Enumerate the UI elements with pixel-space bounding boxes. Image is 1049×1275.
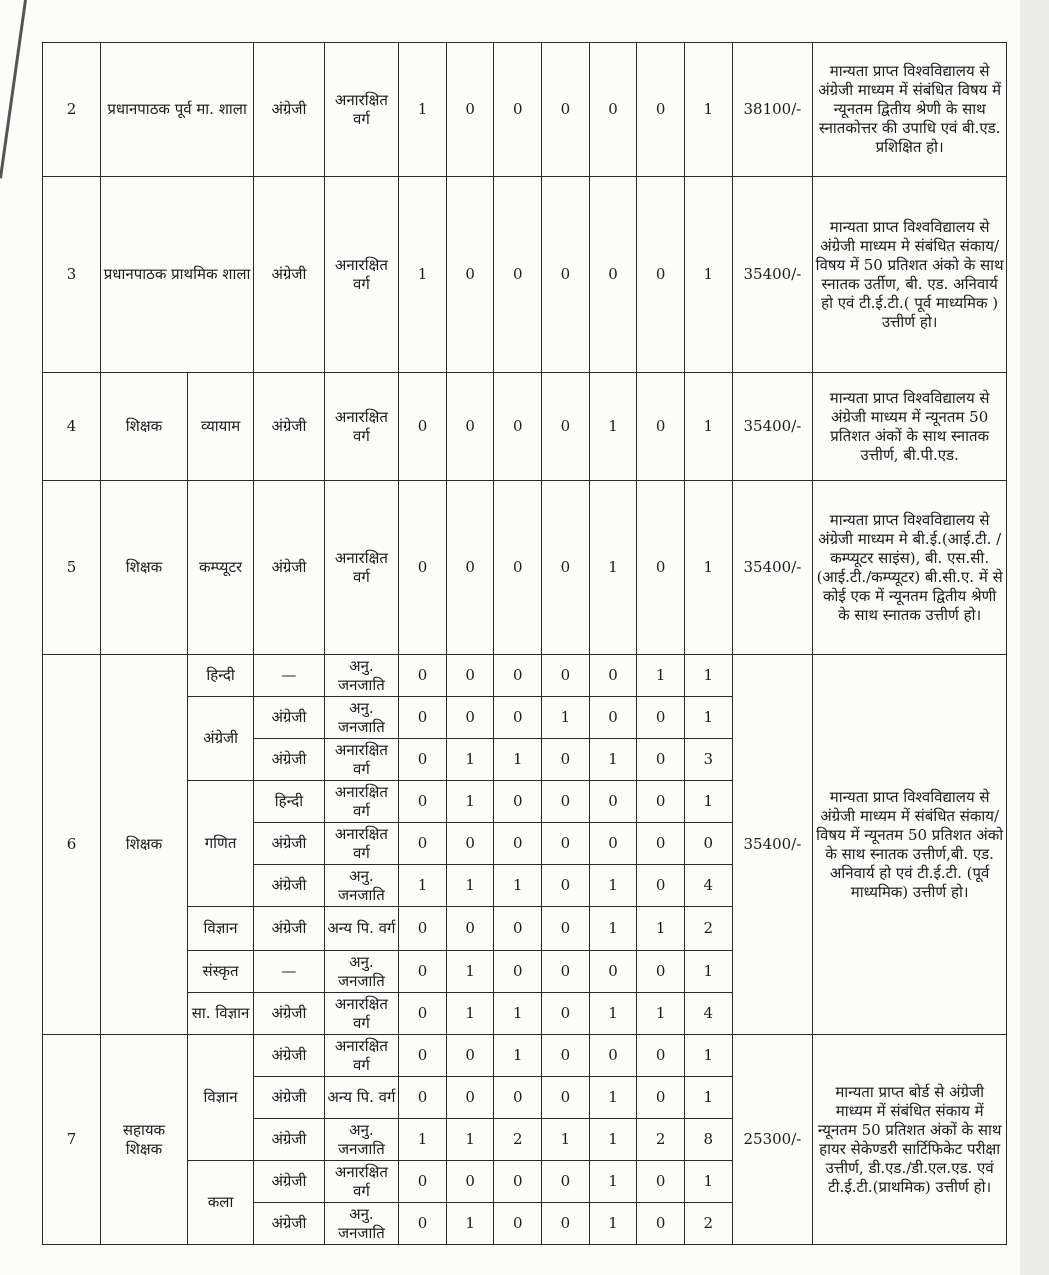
count-cell: 1 xyxy=(589,993,637,1035)
qualification: मान्यता प्राप्त विश्वविद्यालय से अंग्रेजी माध्यम में संबंधित संकाय/विषय में न्यूनतम 50 प्रतिशत अंको के साथ स्नातक उत्तीर्ण,बी. एड. अनिवार्य हो एवं टी.ई.टी. (पूर्व माध्यमिक) उत्तीर्ण हो। xyxy=(813,655,1007,1035)
serial-number: 7 xyxy=(43,1035,101,1245)
count-cell: 0 xyxy=(589,177,637,373)
category: अनारक्षित वर्ग xyxy=(324,739,399,781)
table-row xyxy=(43,373,1007,481)
category: अनारक्षित वर्ग xyxy=(324,373,399,481)
medium: अंग्रेजी xyxy=(254,1203,324,1245)
count-cell: 0 xyxy=(494,1203,542,1245)
count-cell: 0 xyxy=(589,823,637,865)
count-cell: 1 xyxy=(446,739,494,781)
subject-name: विज्ञान xyxy=(187,907,253,951)
count-cell: 0 xyxy=(446,43,494,177)
count-cell: 0 xyxy=(542,781,590,823)
count-cell: 0 xyxy=(637,177,685,373)
category: अनारक्षित वर्ग xyxy=(324,481,399,655)
count-cell: 1 xyxy=(494,739,542,781)
count-cell: 0 xyxy=(446,177,494,373)
qualification: मान्यता प्राप्त विश्वविद्यालय से अंग्रेजी माध्यम मे संबंधित संकाय/विषय में 50 प्रतिशत अंको के साथ स्नातक उर्तीण, बी. एड. अनिवार्य हो एवं टी.ई.टी.( पूर्व माध्यमिक ) उत्तीर्ण हो। xyxy=(813,177,1007,373)
count-cell: 1 xyxy=(684,1035,732,1077)
subject-name: अंग्रेजी xyxy=(187,697,253,781)
count-cell: 1 xyxy=(684,373,732,481)
medium: हिन्दी xyxy=(254,781,324,823)
count-cell: 0 xyxy=(637,781,685,823)
count-cell: 1 xyxy=(684,951,732,993)
category: अनारक्षित वर्ग xyxy=(324,781,399,823)
serial-number: 3 xyxy=(43,177,101,373)
count-cell: 0 xyxy=(637,951,685,993)
category: अनु. जनजाति xyxy=(324,865,399,907)
count-cell: 1 xyxy=(589,907,637,951)
table-row xyxy=(43,655,1007,697)
count-cell: 0 xyxy=(494,781,542,823)
count-cell: 0 xyxy=(637,823,685,865)
count-cell: 0 xyxy=(446,655,494,697)
medium: अंग्रेजी xyxy=(254,1161,324,1203)
medium: अंग्रेजी xyxy=(254,1077,324,1119)
count-cell: 1 xyxy=(589,865,637,907)
medium: अंग्रेजी xyxy=(254,43,324,177)
count-cell: 1 xyxy=(684,781,732,823)
category: अनारक्षित वर्ग xyxy=(324,993,399,1035)
count-cell: 0 xyxy=(399,655,447,697)
count-cell: 1 xyxy=(446,1203,494,1245)
count-cell: 2 xyxy=(684,907,732,951)
count-cell: 0 xyxy=(542,1035,590,1077)
salary: 38100/- xyxy=(732,43,813,177)
count-cell: 0 xyxy=(494,951,542,993)
count-cell: 1 xyxy=(446,781,494,823)
count-cell: 0 xyxy=(446,1077,494,1119)
count-cell: 1 xyxy=(589,373,637,481)
count-cell: 0 xyxy=(589,655,637,697)
count-cell: 0 xyxy=(637,373,685,481)
count-cell: 1 xyxy=(446,993,494,1035)
category: अनारक्षित वर्ग xyxy=(324,177,399,373)
medium: अंग्रेजी xyxy=(254,739,324,781)
serial-number: 6 xyxy=(43,655,101,1035)
table-row xyxy=(43,481,1007,655)
count-cell: 0 xyxy=(542,1161,590,1203)
count-cell: 0 xyxy=(637,1077,685,1119)
subject-name: सा. विज्ञान xyxy=(187,993,253,1035)
count-cell: 0 xyxy=(446,697,494,739)
count-cell: 0 xyxy=(542,951,590,993)
count-cell: 0 xyxy=(637,865,685,907)
salary: 35400/- xyxy=(732,373,813,481)
serial-number: 2 xyxy=(43,43,101,177)
count-cell: 0 xyxy=(684,823,732,865)
subject-name: व्यायाम xyxy=(187,373,253,481)
count-cell: 1 xyxy=(542,1119,590,1161)
count-cell: 2 xyxy=(494,1119,542,1161)
count-cell: 1 xyxy=(494,865,542,907)
count-cell: 1 xyxy=(684,655,732,697)
count-cell: 0 xyxy=(399,739,447,781)
count-cell: 1 xyxy=(684,1161,732,1203)
post-name: शिक्षक xyxy=(100,373,187,481)
count-cell: 0 xyxy=(494,655,542,697)
count-cell: 1 xyxy=(637,993,685,1035)
count-cell: 1 xyxy=(589,481,637,655)
count-cell: 0 xyxy=(446,907,494,951)
medium: अंग्रेजी xyxy=(254,373,324,481)
subject-name: गणित xyxy=(187,781,253,907)
count-cell: 0 xyxy=(637,481,685,655)
count-cell: 1 xyxy=(446,865,494,907)
salary: 35400/- xyxy=(732,655,813,1035)
count-cell: 0 xyxy=(589,781,637,823)
count-cell: 0 xyxy=(399,951,447,993)
count-cell: 0 xyxy=(542,907,590,951)
medium: अंग्रेजी xyxy=(254,1119,324,1161)
qualification: मान्यता प्राप्त विश्वविद्यालय से अंग्रेजी माध्यम में न्यूनतम 50 प्रतिशत अंकों के साथ स्नातक उत्तीर्ण, बी.पी.एड. xyxy=(813,373,1007,481)
category: अन्य पि. वर्ग xyxy=(324,1077,399,1119)
count-cell: 1 xyxy=(494,993,542,1035)
count-cell: 0 xyxy=(542,993,590,1035)
count-cell: 0 xyxy=(542,655,590,697)
table-row xyxy=(43,177,1007,373)
post-name: शिक्षक xyxy=(100,481,187,655)
page-margin xyxy=(1020,0,1049,1275)
category: अन्य पि. वर्ग xyxy=(324,907,399,951)
count-cell: 0 xyxy=(494,907,542,951)
count-cell: 1 xyxy=(446,1119,494,1161)
count-cell: 1 xyxy=(589,1119,637,1161)
count-cell: 0 xyxy=(542,823,590,865)
count-cell: 0 xyxy=(589,1035,637,1077)
count-cell: 2 xyxy=(684,1203,732,1245)
medium: अंग्रेजी xyxy=(254,697,324,739)
count-cell: 0 xyxy=(542,481,590,655)
qualification: मान्यता प्राप्त विश्वविद्यालय से अंग्रेजी माध्यम में संबंधित विषय में न्यूनतम द्वितीय श्रेणी के साथ स्नातकोत्तर की उपाधि एवं बी.एड. प्रशिक्षित हो। xyxy=(813,43,1007,177)
post-name: प्रधानपाठक प्राथमिक शाला xyxy=(100,177,253,373)
count-cell: 1 xyxy=(399,865,447,907)
count-cell: 0 xyxy=(399,1203,447,1245)
count-cell: 0 xyxy=(399,781,447,823)
count-cell: 1 xyxy=(446,951,494,993)
salary: 35400/- xyxy=(732,177,813,373)
post-name: प्रधानपाठक पूर्व मा. शाला xyxy=(100,43,253,177)
medium: — xyxy=(254,655,324,697)
count-cell: 1 xyxy=(684,481,732,655)
subject-name: कम्प्यूटर xyxy=(187,481,253,655)
count-cell: 0 xyxy=(542,1203,590,1245)
qualification: मान्यता प्राप्त बोर्ड से अंग्रेजी माध्यम में संबंधित संकाय में न्यूनतम 50 प्रतिशत अंकों के साथ हायर सेकेण्डरी सार्टिफिकेट परीक्षा उत्तीर्ण, डी.एड./डी.एल.एड. एवं टी.ई.टी.(प्राथमिक) उत्तीर्ण हो। xyxy=(813,1035,1007,1245)
count-cell: 1 xyxy=(684,1077,732,1119)
category: अनारक्षित वर्ग xyxy=(324,823,399,865)
count-cell: 0 xyxy=(589,697,637,739)
count-cell: 0 xyxy=(399,823,447,865)
serial-number: 4 xyxy=(43,373,101,481)
count-cell: 0 xyxy=(542,739,590,781)
count-cell: 0 xyxy=(399,481,447,655)
count-cell: 0 xyxy=(494,697,542,739)
count-cell: 0 xyxy=(637,697,685,739)
medium: अंग्रेजी xyxy=(254,481,324,655)
salary: 35400/- xyxy=(732,481,813,655)
count-cell: 0 xyxy=(446,373,494,481)
count-cell: 0 xyxy=(399,373,447,481)
subject-name: विज्ञान xyxy=(187,1035,253,1161)
count-cell: 0 xyxy=(637,43,685,177)
table-row xyxy=(43,1035,1007,1077)
count-cell: 1 xyxy=(637,655,685,697)
count-cell: 8 xyxy=(684,1119,732,1161)
category: अनारक्षित वर्ग xyxy=(324,1035,399,1077)
count-cell: 0 xyxy=(446,481,494,655)
table-row xyxy=(43,43,1007,177)
count-cell: 1 xyxy=(589,1161,637,1203)
medium: अंग्रेजी xyxy=(254,177,324,373)
serial-number: 5 xyxy=(43,481,101,655)
count-cell: 0 xyxy=(494,373,542,481)
vacancy-table xyxy=(42,42,1007,1245)
count-cell: 0 xyxy=(399,697,447,739)
count-cell: 0 xyxy=(589,951,637,993)
count-cell: 1 xyxy=(589,739,637,781)
category: अनु. जनजाति xyxy=(324,655,399,697)
count-cell: 0 xyxy=(494,43,542,177)
category: अनु. जनजाति xyxy=(324,697,399,739)
count-cell: 1 xyxy=(399,43,447,177)
count-cell: 0 xyxy=(542,373,590,481)
count-cell: 0 xyxy=(637,1203,685,1245)
count-cell: 0 xyxy=(399,907,447,951)
count-cell: 0 xyxy=(542,43,590,177)
count-cell: 1 xyxy=(684,43,732,177)
medium: अंग्रेजी xyxy=(254,993,324,1035)
category: अनारक्षित वर्ग xyxy=(324,1161,399,1203)
count-cell: 1 xyxy=(684,177,732,373)
category: अनु. जनजाति xyxy=(324,1203,399,1245)
count-cell: 0 xyxy=(542,1077,590,1119)
count-cell: 1 xyxy=(589,1203,637,1245)
count-cell: 0 xyxy=(399,1035,447,1077)
count-cell: 0 xyxy=(637,1161,685,1203)
count-cell: 0 xyxy=(494,481,542,655)
count-cell: 0 xyxy=(542,177,590,373)
count-cell: 0 xyxy=(446,1161,494,1203)
salary: 25300/- xyxy=(732,1035,813,1245)
count-cell: 0 xyxy=(399,993,447,1035)
post-name: शिक्षक xyxy=(100,655,187,1035)
count-cell: 0 xyxy=(446,1035,494,1077)
count-cell: 0 xyxy=(446,823,494,865)
medium: अंग्रेजी xyxy=(254,865,324,907)
count-cell: 4 xyxy=(684,993,732,1035)
count-cell: 4 xyxy=(684,865,732,907)
medium: अंग्रेजी xyxy=(254,907,324,951)
count-cell: 1 xyxy=(399,1119,447,1161)
qualification: मान्यता प्राप्त विश्वविद्यालय से अंग्रेजी माध्यम मे बी.ई.(आई.टी. /कम्प्यूटर साइंस), बी. एस.सी.(आई.टी./कम्प्यूटर) बी.सी.ए. में से कोई एक में न्यूनतम द्वितीय श्रेणी के साथ स्नातक उत्तीर्ण हो। xyxy=(813,481,1007,655)
count-cell: 3 xyxy=(684,739,732,781)
subject-name: हिन्दी xyxy=(187,655,253,697)
medium: अंग्रेजी xyxy=(254,1035,324,1077)
count-cell: 1 xyxy=(589,1077,637,1119)
count-cell: 1 xyxy=(637,907,685,951)
count-cell: 0 xyxy=(637,1035,685,1077)
count-cell: 0 xyxy=(399,1161,447,1203)
count-cell: 0 xyxy=(494,177,542,373)
category: अनु. जनजाति xyxy=(324,951,399,993)
count-cell: 0 xyxy=(589,43,637,177)
subject-name: कला xyxy=(187,1161,253,1245)
count-cell: 2 xyxy=(637,1119,685,1161)
count-cell: 1 xyxy=(399,177,447,373)
category: अनु. जनजाति xyxy=(324,1119,399,1161)
medium: — xyxy=(254,951,324,993)
count-cell: 0 xyxy=(542,865,590,907)
count-cell: 0 xyxy=(494,1161,542,1203)
category: अनारक्षित वर्ग xyxy=(324,43,399,177)
count-cell: 1 xyxy=(542,697,590,739)
count-cell: 0 xyxy=(637,739,685,781)
post-name: सहायक शिक्षक xyxy=(100,1035,187,1245)
count-cell: 1 xyxy=(494,1035,542,1077)
count-cell: 1 xyxy=(684,697,732,739)
subject-name: संस्कृत xyxy=(187,951,253,993)
count-cell: 0 xyxy=(494,823,542,865)
count-cell: 0 xyxy=(399,1077,447,1119)
count-cell: 0 xyxy=(494,1077,542,1119)
medium: अंग्रेजी xyxy=(254,823,324,865)
